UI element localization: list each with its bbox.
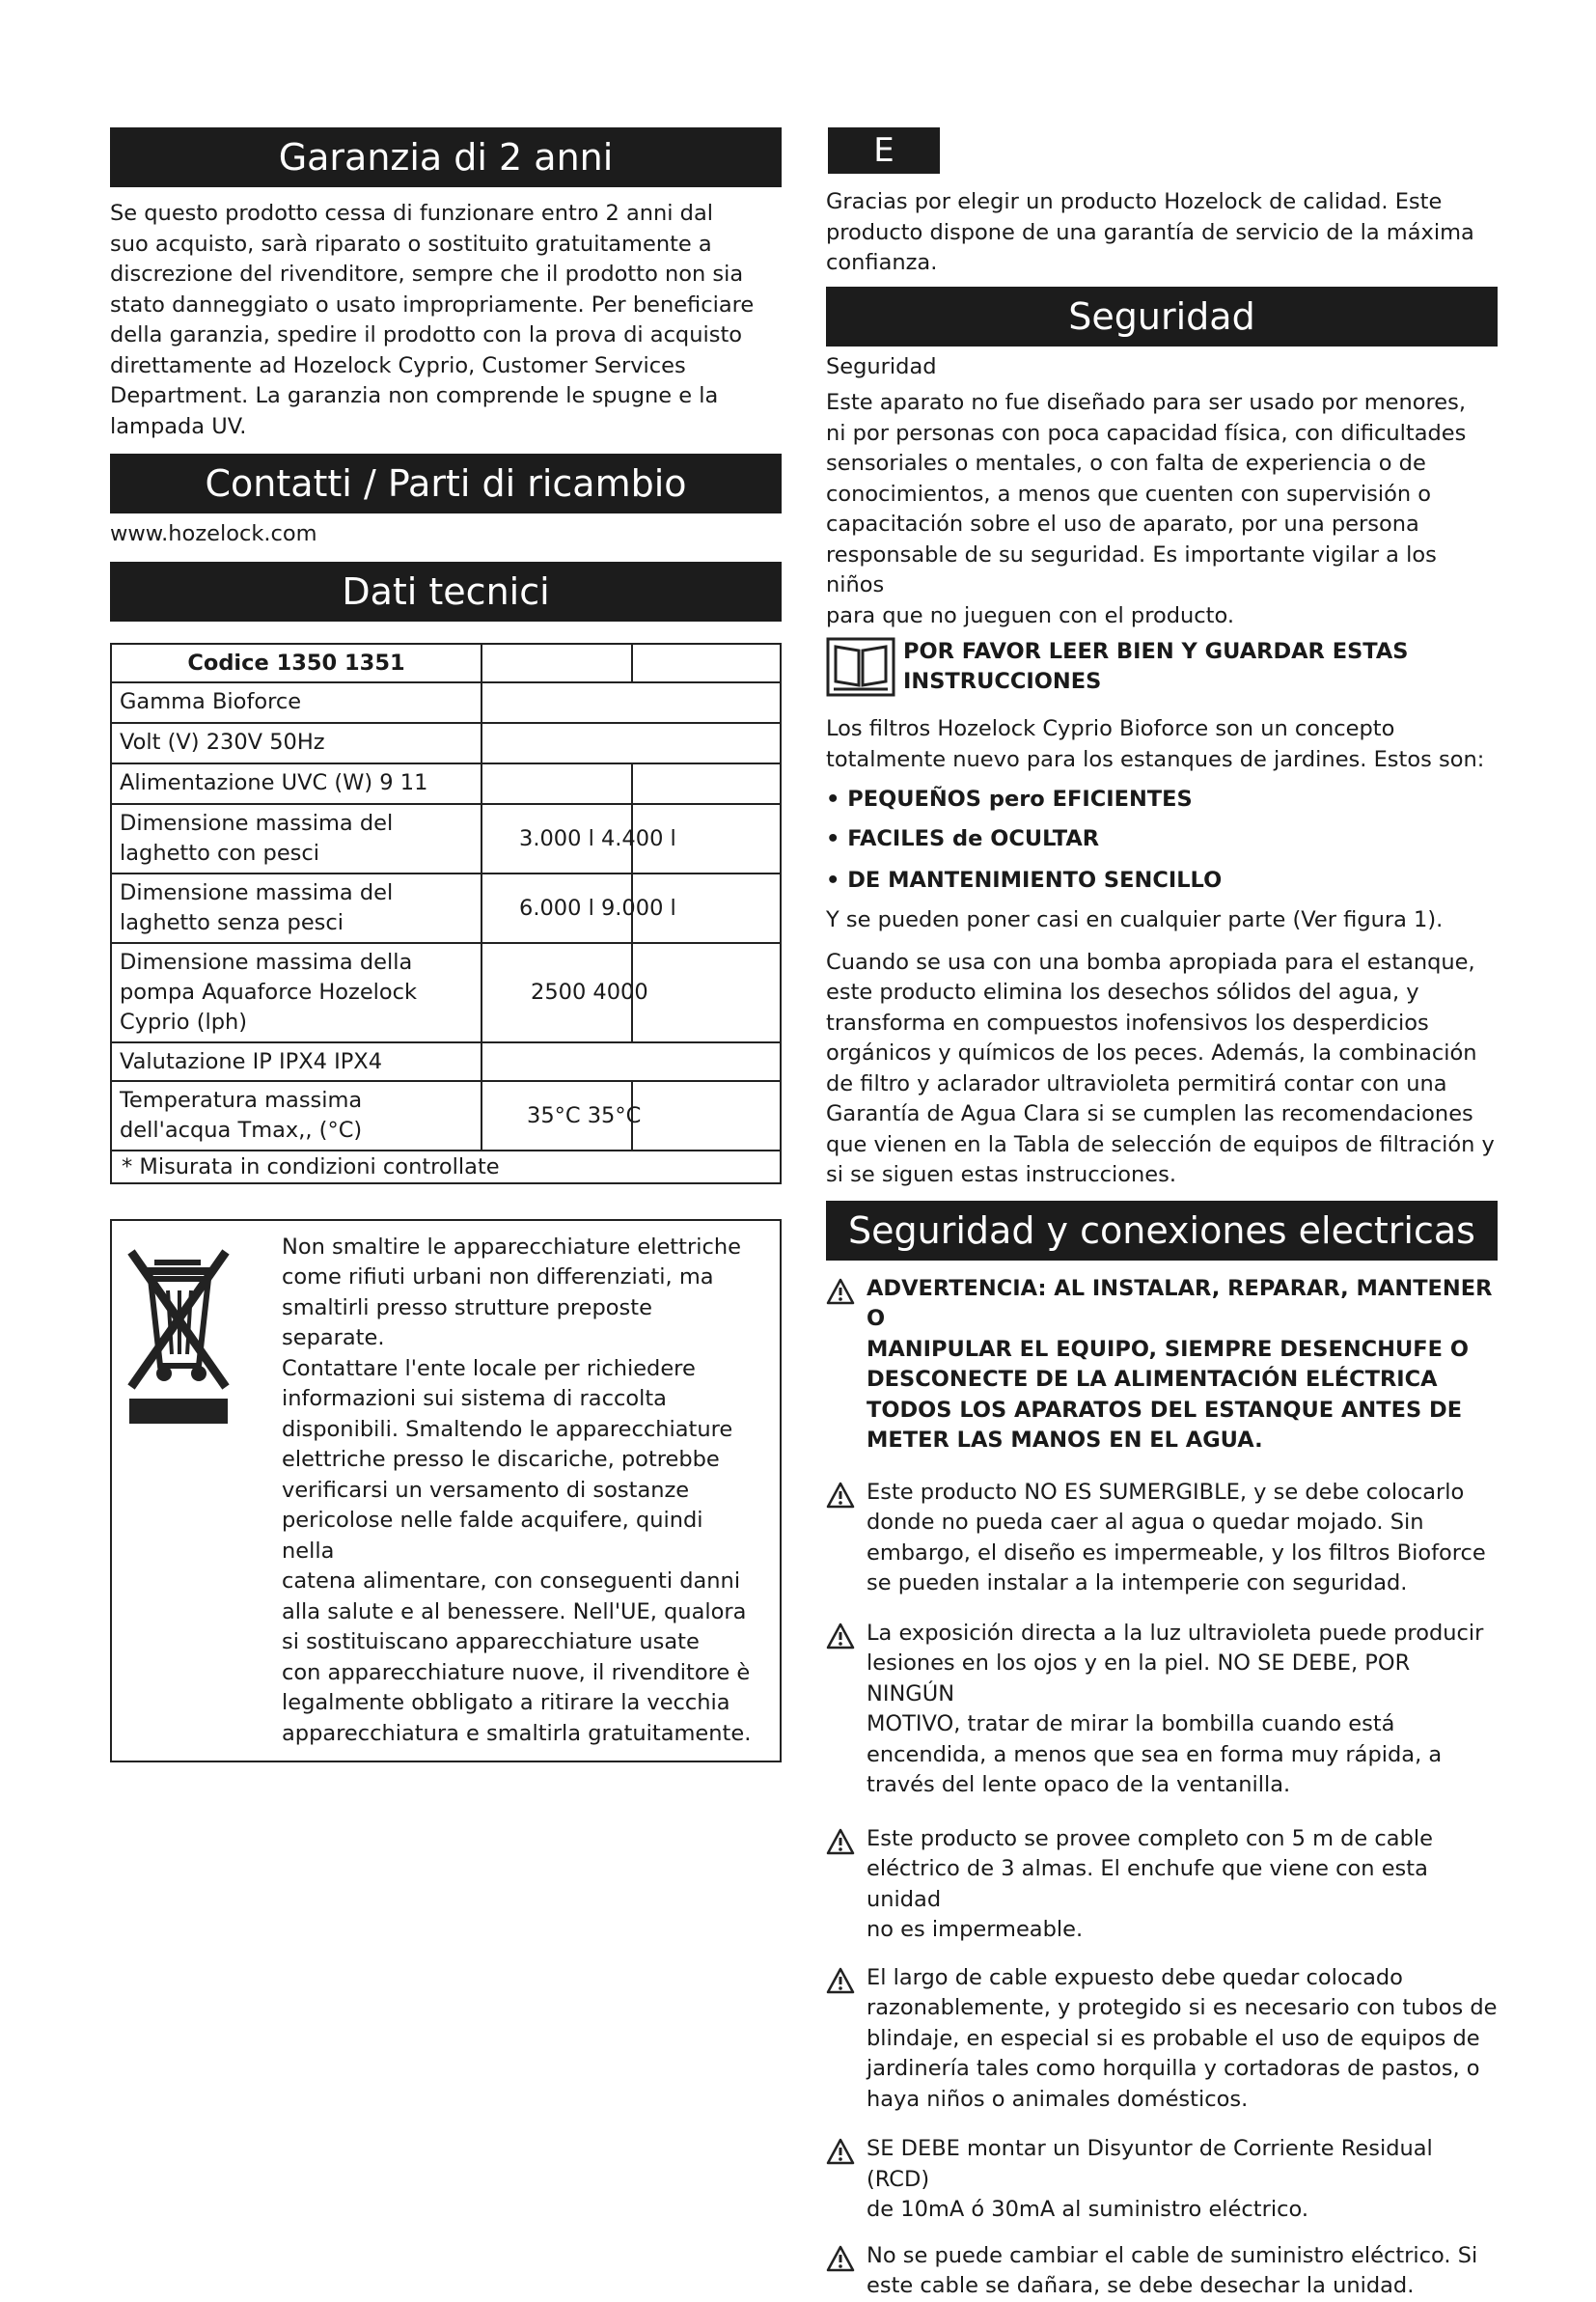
list-item: • PEQUEÑOS pero EFICIENTES xyxy=(826,787,1193,812)
warning-triangle-icon xyxy=(826,1478,867,1599)
warning-triangle-icon xyxy=(826,1619,867,1801)
label-line: pompa Aquaforce Hozelock xyxy=(120,979,418,1005)
table-cell xyxy=(482,683,780,722)
table-cell xyxy=(482,645,780,681)
language-tag: E xyxy=(828,127,940,174)
text-line: No se puede cambiar el cable de suministro eléctrico. Si xyxy=(867,2242,1478,2268)
text-line: METER LAS MANOS EN EL AGUA. xyxy=(867,1428,1263,1453)
text-line: donde no pueda caer al agua o quedar mojado. Sin xyxy=(867,1510,1424,1535)
text-line: eléctrico de 3 almas. El enchufe que viene con esta unidad xyxy=(867,1856,1428,1912)
table-cell xyxy=(482,764,780,803)
warning-item xyxy=(826,1274,1498,1456)
text-line: se pueden instalar a la intemperie con seguridad. xyxy=(867,1570,1408,1595)
text-line: catena alimentare, con conseguenti danni xyxy=(282,1568,741,1594)
text-line: capacitación sobre el uso de aparato, por una persona xyxy=(826,512,1419,537)
table-cell xyxy=(482,724,780,763)
table-row xyxy=(112,683,780,724)
intro-text xyxy=(826,187,1498,279)
read-instructions-notice xyxy=(826,637,1498,701)
warning-text xyxy=(867,1824,1498,1946)
text-line: sensoriales o mentales, o con falta de experiencia o de xyxy=(826,451,1426,476)
text-line: Este producto se provee completo con 5 m de cable xyxy=(867,1825,1433,1851)
filters-text xyxy=(826,714,1498,775)
warranty-text xyxy=(110,199,782,442)
row-label: Valutazione IP IPX4 IPX4 xyxy=(112,1043,482,1080)
text-line: totalmente nuevo para los estanques de jardines. Estos son: xyxy=(826,746,1485,772)
text-line: Los filtros Hozelock Cyprio Bioforce son un concepto xyxy=(826,716,1395,741)
text-line: alla salute e al benessere. Nell'UE, qualora xyxy=(282,1598,747,1624)
table-row xyxy=(112,874,780,944)
safety-text xyxy=(826,388,1498,631)
text-line: si se siguen estas instrucciones. xyxy=(826,1162,1176,1187)
row-value: 3.000 l 4.400 l xyxy=(519,825,676,851)
warning-text xyxy=(867,1274,1498,1456)
warning-item xyxy=(826,1619,1498,1801)
warning-triangle-icon xyxy=(826,1824,867,1946)
placement-text: Y se pueden poner casi en cualquier parte (Ver figura 1). xyxy=(826,907,1444,932)
text-line: conocimientos, a menos que cuenten con supervisión o xyxy=(826,481,1432,507)
text-line: La exposición directa a la luz ultravioleta puede producir xyxy=(867,1620,1484,1646)
row-label xyxy=(112,1082,482,1150)
text-line: MANIPULAR EL EQUIPO, SIEMPRE DESENCHUFE O xyxy=(867,1336,1469,1362)
text-line: este cable se dañara, se debe desechar la unidad. xyxy=(867,2273,1415,2298)
text-line: suo acquisto, sarà riparato o sostituito gratuitamente a xyxy=(110,231,712,257)
text-line: pericolose nelle falde acquifere, quindi nella xyxy=(282,1508,703,1564)
text-line: verificarsi un versamento di sostanze xyxy=(282,1477,690,1503)
label-line: Dimensione massima del xyxy=(120,810,394,836)
safety-heading: Seguridad xyxy=(826,287,1498,347)
tech-table xyxy=(110,643,782,1184)
text-line: que vienen en la Tabla de selección de equipos de filtración y xyxy=(826,1131,1495,1157)
table-note: * Misurata in condizioni controllate xyxy=(122,1153,500,1179)
warning-text xyxy=(867,1478,1486,1599)
table-cell xyxy=(482,1043,780,1080)
text-line: no es impermeable. xyxy=(867,1917,1084,1942)
text-line: Department. La garanzia non comprende le spugne e la xyxy=(110,383,719,408)
warning-text xyxy=(867,2134,1498,2226)
warnings-list xyxy=(826,1274,1498,2302)
label-line: Temperatura massima xyxy=(120,1087,363,1113)
text-line: elettriche presso le discariche, potrebbe xyxy=(282,1447,720,1472)
text-line: para que no jueguen con el producto. xyxy=(826,602,1234,628)
text-line: haya niños o animales domésticos. xyxy=(867,2086,1249,2112)
text-line: blindaje, en especial si es probable el uso de equipos de xyxy=(867,2025,1480,2051)
text-line: orgánicos y químicos de los peces. Además, la combinación xyxy=(826,1040,1477,1066)
table-cell xyxy=(482,874,780,942)
warning-item xyxy=(826,1478,1498,1599)
list-item: • FACILES de OCULTAR xyxy=(826,826,1100,851)
text-line: apparecchiatura e smaltirla gratuitamente. xyxy=(282,1720,752,1746)
text-line: Se questo prodotto cessa di funzionare entro 2 anni dal xyxy=(110,201,713,226)
row-value: 35°C 35°C xyxy=(527,1102,642,1128)
table-cell xyxy=(482,944,780,1041)
row-label: Alimentazione UVC (W) 9 11 xyxy=(112,764,482,803)
text-line: El largo de cable expuesto debe quedar colocado xyxy=(867,1964,1403,1990)
tech-heading: Dati tecnici xyxy=(110,562,782,622)
table-row xyxy=(112,1082,780,1151)
text-line: jardinería tales como horquilla y cortadoras de pastos, o xyxy=(867,2056,1480,2081)
text-line: lampada UV. xyxy=(110,413,247,439)
warning-triangle-icon xyxy=(826,2134,867,2226)
left-column xyxy=(110,127,782,1762)
text-line: razonablemente, y protegido si es necesario con tubos de xyxy=(867,1995,1498,2020)
row-value: 6.000 l 9.000 l xyxy=(519,895,676,921)
notice-line: POR FAVOR LEER BIEN Y GUARDAR ESTAS xyxy=(903,639,1409,664)
table-row xyxy=(112,944,780,1043)
text-line: smaltirli presso strutture preposte separate. xyxy=(282,1294,652,1350)
text-line: con apparecchiature nuove, il rivenditore è xyxy=(282,1659,751,1685)
text-line: TODOS LOS APARATOS DEL ESTANQUE ANTES DE xyxy=(867,1397,1463,1423)
table-row xyxy=(112,805,780,874)
warning-item xyxy=(826,1824,1498,1946)
text-line: través del lente opaco de la ventanilla. xyxy=(867,1772,1291,1797)
label-line: Dimensione massima della xyxy=(120,949,413,975)
text-line: ni por personas con poca capacidad física, con dificultades xyxy=(826,420,1467,446)
label-line: Cyprio (lph) xyxy=(120,1009,248,1035)
text-line: stato danneggiato o usato impropriamente. Per beneficiare xyxy=(110,291,755,318)
table-cell xyxy=(482,1082,780,1150)
row-label: Gamma Bioforce xyxy=(112,683,482,722)
table-row xyxy=(112,724,780,764)
text-line: embargo, el diseño es impermeable, y los filtros Bioforce xyxy=(867,1539,1486,1566)
text-line: discrezione del rivenditore, sempre che il prodotto non sia xyxy=(110,262,744,287)
text-line: DESCONECTE DE LA ALIMENTACIÓN ELÉCTRICA xyxy=(867,1367,1438,1392)
row-value: 2500 4000 xyxy=(531,980,648,1005)
list-item: • DE MANTENIMIENTO SENCILLO xyxy=(826,868,1223,893)
text-line: confianza. xyxy=(826,250,938,275)
warning-text xyxy=(867,1619,1498,1801)
table-note-row xyxy=(112,1151,780,1182)
text-line: este producto elimina los desechos sólidos del agua, y xyxy=(826,980,1419,1005)
row-label: Volt (V) 230V 50Hz xyxy=(112,724,482,763)
warning-text xyxy=(867,2241,1477,2302)
website-link[interactable]: www.hozelock.com xyxy=(110,521,317,546)
text-line: producto dispone de una garantía de servicio de la máxima xyxy=(826,219,1474,245)
row-label xyxy=(112,944,482,1041)
read-notice-text xyxy=(903,637,1409,701)
feature-list xyxy=(826,785,1498,896)
text-line: disponibili. Smaltendo le apparecchiature xyxy=(282,1416,733,1442)
text-line: informazioni sui sistema di raccolta xyxy=(282,1386,667,1411)
label-line: Dimensione massima del xyxy=(120,879,394,905)
text-line: direttamente ad Hozelock Cyprio, Customer Services xyxy=(110,352,686,378)
notice-line: INSTRUCCIONES xyxy=(903,669,1102,694)
text-line: de filtro y aclarador ultravioleta permitirá contar con una xyxy=(826,1070,1447,1096)
row-label xyxy=(112,874,482,942)
text-line: transforma en compuestos inofensivos los desperdicios xyxy=(826,1010,1429,1036)
pump-text xyxy=(826,948,1498,1191)
right-column xyxy=(826,127,1498,2302)
text-line: legalmente obbligato a ritirare la vecchia xyxy=(282,1690,730,1715)
warning-triangle-icon xyxy=(826,2241,867,2302)
text-line: come rifiuti urbani non differenziati, ma xyxy=(282,1264,714,1290)
text-line: Este producto NO ES SUMERGIBLE, y se debe colocarlo xyxy=(867,1479,1465,1505)
text-line: ADVERTENCIA: AL INSTALAR, REPARAR, MANTENER O xyxy=(867,1275,1493,1331)
label-line: laghetto senza pesci xyxy=(120,909,344,935)
text-line: responsable de su seguridad. Es importante vigilar a los niños xyxy=(826,541,1437,597)
text-line: Cuando se usa con una bomba apropiada para el estanque, xyxy=(826,949,1475,975)
label-line: laghetto con pesci xyxy=(120,840,320,866)
code-header: Codice 1350 1351 xyxy=(112,645,482,681)
safety-subtitle: Seguridad xyxy=(826,353,937,379)
label-line: dell'acqua Tmax,, (°C) xyxy=(120,1117,363,1143)
contacts-heading: Contatti / Parti di ricambio xyxy=(110,454,782,513)
row-label xyxy=(112,805,482,873)
warning-item xyxy=(826,2134,1498,2226)
table-row xyxy=(112,764,780,805)
text-line: Garantía de Agua Clara si se cumplen las recomendaciones xyxy=(826,1101,1473,1126)
book-icon xyxy=(826,637,903,701)
text-line: de 10mA ó 30mA al suministro eléctrico. xyxy=(867,2197,1308,2222)
text-line: Non smaltire le apparecchiature elettriche xyxy=(282,1234,741,1260)
warning-text xyxy=(867,1963,1497,2116)
weee-text xyxy=(270,1233,760,1750)
weee-box xyxy=(110,1219,782,1763)
warning-item xyxy=(826,1963,1498,2116)
text-line: encendida, a menos que sea en forma muy rápida, a xyxy=(867,1741,1443,1767)
text-line: Este aparato no fue diseñado para ser usado por menores, xyxy=(826,390,1467,415)
warning-triangle-icon xyxy=(826,1963,867,2116)
text-line: della garanzia, spedire il prodotto con la prova di acquisto xyxy=(110,322,743,347)
text-line: MOTIVO, tratar de mirar la bombilla cuando está xyxy=(867,1711,1395,1736)
table-row xyxy=(112,1043,780,1082)
text-line: Gracias por elegir un producto Hozelock de calidad. Este xyxy=(826,189,1443,214)
warranty-heading: Garanzia di 2 anni xyxy=(110,127,782,187)
text-line: lesiones en los ojos y en la piel. NO SE DEBE, POR NINGÚN xyxy=(867,1650,1411,1706)
table-header-row xyxy=(112,645,780,683)
electrical-heading: Seguridad y conexiones electricas xyxy=(826,1201,1498,1261)
warning-triangle-icon xyxy=(826,1274,867,1456)
table-cell xyxy=(482,805,780,873)
text-line: si sostituiscano apparecchiature usate xyxy=(282,1629,700,1654)
weee-bin-icon xyxy=(125,1233,270,1750)
text-line: Contattare l'ente locale per richiedere xyxy=(282,1355,696,1381)
warning-item xyxy=(826,2241,1498,2302)
text-line: SE DEBE montar un Disyuntor de Corriente Residual (RCD) xyxy=(867,2136,1433,2192)
